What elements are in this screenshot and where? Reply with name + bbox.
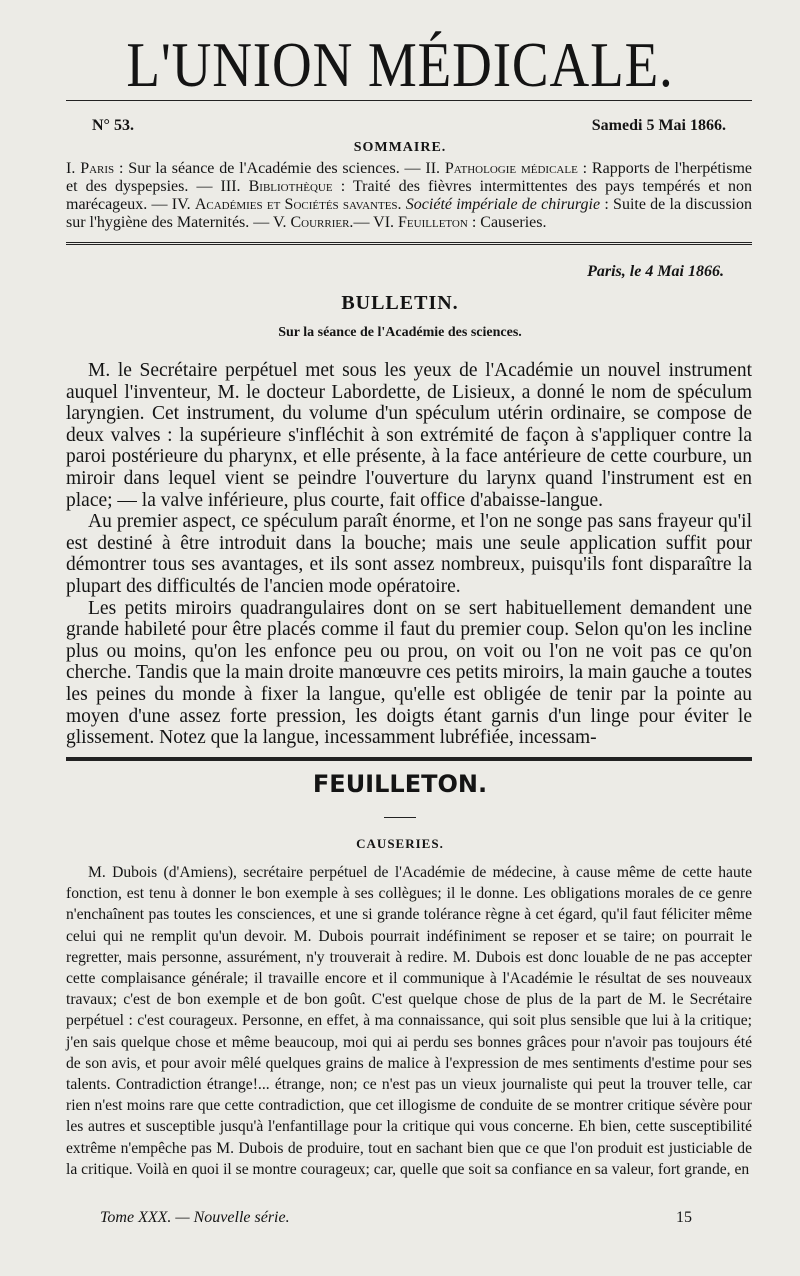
- bulletin-dateline: Paris, le 4 Mai 1866.: [587, 263, 724, 280]
- feuilleton-body: [66, 862, 752, 1180]
- bulletin-title: BULLETIN.: [341, 292, 459, 314]
- feuilleton-paragraph: M. Dubois (d'Amiens), secrétaire perpétuel de l'Académie de médecine, à cause même de cette haute fonction, est tenu à donner le bon exemple à ses collègues; il le donne. Les obligations morales de ce genre n'enchaînent pas toutes les consciences, et une si grande tolérance règne à cet égard, qu'il faut féliciter même celui qui ne remplit qu'un devoir. M. Dubois pourrait indéfiniment se reposer et se taire; on pourrait le regretter, mais personne, assurément, n'y trouverait à redire. M. Dubois est donc louable de ne pas accepter cette complaisance générale; il travaille encore et il communique à l'Académie le résultat de ses nouveaux travaux; c'est de bon exemple et de bon goût. C'est quelque chose de plus de la part de M. le Secrétaire perpétuel : c'est courageux. Personne, en effet, à ma connaissance, qui soit plus sensible que lui à la critique; j'en sais quelque chose et même beaucoup, moi qui ai perdu ses bonnes grâces pour n'avoir pas toujours été de son avis, et pour avoir mêlé quelques grains de malice à l'expression de mes sentiments d'estime pour ses talents. Contradiction étrange!... étrange, non; ce n'est pas un vieux journaliste qui peut la trouver telle, car rien n'est moins rare que cette contradiction, que cet illogisme de conduite de se montrer critique sévère pour les autres et susceptible jusqu'à l'enfantillage pour la critique qui vous concerne. Eh bien, cette susceptibilité extrême n'empêche pas M. Dubois de produire, tout en sachant bien que ce que l'on produit est justiciable de la critique. Voilà en quoi il se montre courageux; car, quelle que soit sa confiance en sa valeur, fort grande, en: [66, 864, 752, 1178]
- bulletin-paragraph: Au premier aspect, ce spéculum paraît énorme, et l'on ne songe pas sans frayeur qu'il est destiné à être introduit dans la bouche; mais une seule application suffit pour démontrer tous ses avantages, et ils sont assez nombreux, puisqu'ils font disparaître la plupart des difficultés de l'ancien mode opératoire.: [66, 511, 752, 597]
- summary-rule: [66, 242, 752, 245]
- bulletin-paragraph: Les petits miroirs quadrangulaires dont on se sert habituellement demandent une grande habileté pour être placés comme il faut du premier coup. Selon qu'on les incline plus ou moins, qu'on les enfonce peu ou prou, on voit ou l'on ne voit pas ce qu'on cherche. Tandis que la main droite manœuvre ces petits miroirs, la main gauche a toutes les peines du monde à fixer la langue, qu'elle est obligée de tenir par la pointe au moyen d'une assez forte pression, les doigts étant garnis d'un linge pour éviter le glissement. Notez que la langue, incessamment lubréfiée, incessam-: [66, 597, 752, 749]
- bulletin-paragraph: M. le Secrétaire perpétuel met sous les yeux de l'Académie un nouvel instrument auquel l'inventeur, M. le docteur Labordette, de Lisieux, a donné le nom de spéculum laryngien. Cet instrument, du volume d'un spéculum utérin ordinaire, se compose de deux valves : la supérieure s'infléchit à son extrémité de façon à s'appliquer contre la paroi postérieure du pharynx, et elle présente, à la face antérieure de cette courbure, un miroir dans lequel vient se peindre l'ouverture du larynx quand l'instrument est en place; — la valve inférieure, plus courte, fait office d'abaisse-langue.: [66, 360, 752, 511]
- bulletin-body: [66, 360, 752, 749]
- masthead-rule: [66, 100, 752, 101]
- page-number: 15: [676, 1209, 692, 1226]
- page-footer: [100, 1209, 692, 1227]
- feuilleton-rule: [66, 757, 752, 761]
- feuilleton-short-rule: [384, 817, 416, 818]
- issue-number: N° 53.: [92, 117, 134, 134]
- footer-series: Tome XXX. — Nouvelle série.: [100, 1209, 290, 1226]
- summary-text: I. Paris : Sur la séance de l'Académie des sciences. — II. Pathologie médicale : Rapports de l'herpétisme et des dyspepsies. — III. Bibliothèque : Traité des fièvres intermittentes des pays tempérés et non marécageux. — IV. Académies et Sociétés savantes. Société impériale de chirurgie : Suite de la discussion sur l'hygiène des Maternités. — V. Courrier.— VI. Feuilleton : Causeries.: [66, 160, 753, 231]
- issue-line: [92, 117, 726, 135]
- masthead-title: L'UNION MÉDICALE.: [126, 29, 674, 100]
- feuilleton-subtitle: CAUSERIES.: [356, 836, 444, 851]
- summary-heading: SOMMAIRE.: [353, 140, 447, 155]
- issue-date: Samedi 5 Mai 1866.: [591, 117, 726, 134]
- bulletin-subtitle: Sur la séance de l'Académie des sciences.: [278, 325, 522, 340]
- feuilleton-title: FEUILLETON.: [312, 770, 488, 798]
